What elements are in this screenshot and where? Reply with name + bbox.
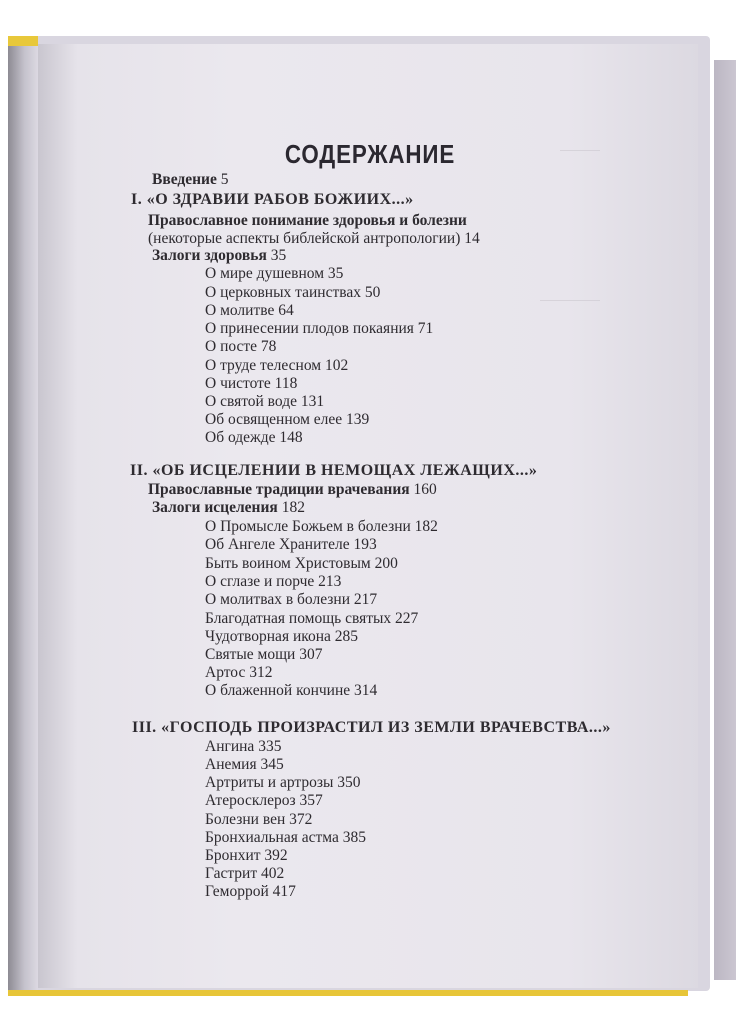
toc-item: Ангина 335 — [205, 738, 282, 755]
toc-subheading-cont: (некоторые аспекты библейской антропологии) 14 — [148, 230, 480, 247]
toc-item: О святой воде 131 — [205, 393, 325, 410]
toc-item: Чудотворная икона 285 — [205, 628, 359, 645]
toc-item: О труде телесном 102 — [205, 357, 349, 374]
section-heading: I. «О ЗДРАВИИ РАБОВ БОЖИИХ...» — [131, 191, 414, 208]
toc-sub-label: Православные традиции врачевания — [148, 481, 410, 498]
toc-item: Гастрит 402 — [205, 865, 285, 882]
toc-item: Благодатная помощь святых 227 — [205, 610, 419, 627]
toc-item: Болезни вен 372 — [205, 811, 313, 828]
toc-item: Святые мощи 307 — [205, 646, 323, 663]
toc-item: О сглазе и порче 213 — [205, 573, 342, 590]
toc-intro-page: 5 — [220, 171, 229, 188]
toc-subheading — [148, 481, 437, 499]
toc-subheading — [152, 499, 305, 517]
toc-item: Об освященном елее 139 — [205, 411, 370, 428]
section-heading: II. «ОБ ИСЦЕЛЕНИИ В НЕМОЩАХ ЛЕЖАЩИХ...» — [130, 462, 538, 479]
page-title: СОДЕРЖАНИЕ — [284, 139, 456, 169]
toc-sub-page: 35 — [270, 247, 287, 264]
toc-item: Об одежде 148 — [205, 429, 303, 446]
toc-sub-page: 160 — [413, 481, 437, 498]
toc-item: Артриты и артрозы 350 — [205, 774, 361, 791]
toc-item: О посте 78 — [205, 338, 277, 355]
toc-item: О церковных таинствах 50 — [205, 284, 381, 301]
toc-item: Бронхиальная астма 385 — [205, 829, 366, 846]
toc-item: Артос 312 — [205, 664, 273, 681]
toc-subheading — [152, 247, 286, 265]
toc-item: Анемия 345 — [205, 756, 284, 773]
section-heading: III. «ГОСПОДЬ ПРОИЗРАСТИЛ ИЗ ЗЕМЛИ ВРАЧЕВСТВА...» — [132, 719, 611, 736]
toc-item: О принесении плодов покаяния 71 — [205, 320, 434, 337]
toc-item: Бронхит 392 — [205, 847, 288, 864]
toc-item: О мире душевном 35 — [205, 265, 344, 282]
toc-intro — [152, 171, 228, 189]
toc-item: О блаженной кончине 314 — [205, 682, 378, 699]
toc-item: О чистоте 118 — [205, 375, 298, 392]
toc-sub-label: Залоги исцеления — [152, 499, 278, 516]
toc-item: Об Ангеле Хранителе 193 — [205, 536, 377, 553]
toc-item: О молитвах в болезни 217 — [205, 591, 378, 608]
toc-sub-label: Залоги здоровья — [152, 247, 267, 264]
toc-item: Геморрой 417 — [205, 883, 296, 900]
toc-subheading: Православное понимание здоровья и болезни — [148, 212, 467, 229]
toc-item: О Промысле Божьем в болезни 182 — [205, 518, 438, 535]
toc-sub-page: 182 — [281, 499, 305, 516]
toc-item: О молитве 64 — [205, 302, 294, 319]
toc-item: Атеросклероз 357 — [205, 792, 323, 809]
toc-item: Быть воином Христовым 200 — [205, 555, 398, 572]
toc-intro-label: Введение — [152, 171, 217, 188]
